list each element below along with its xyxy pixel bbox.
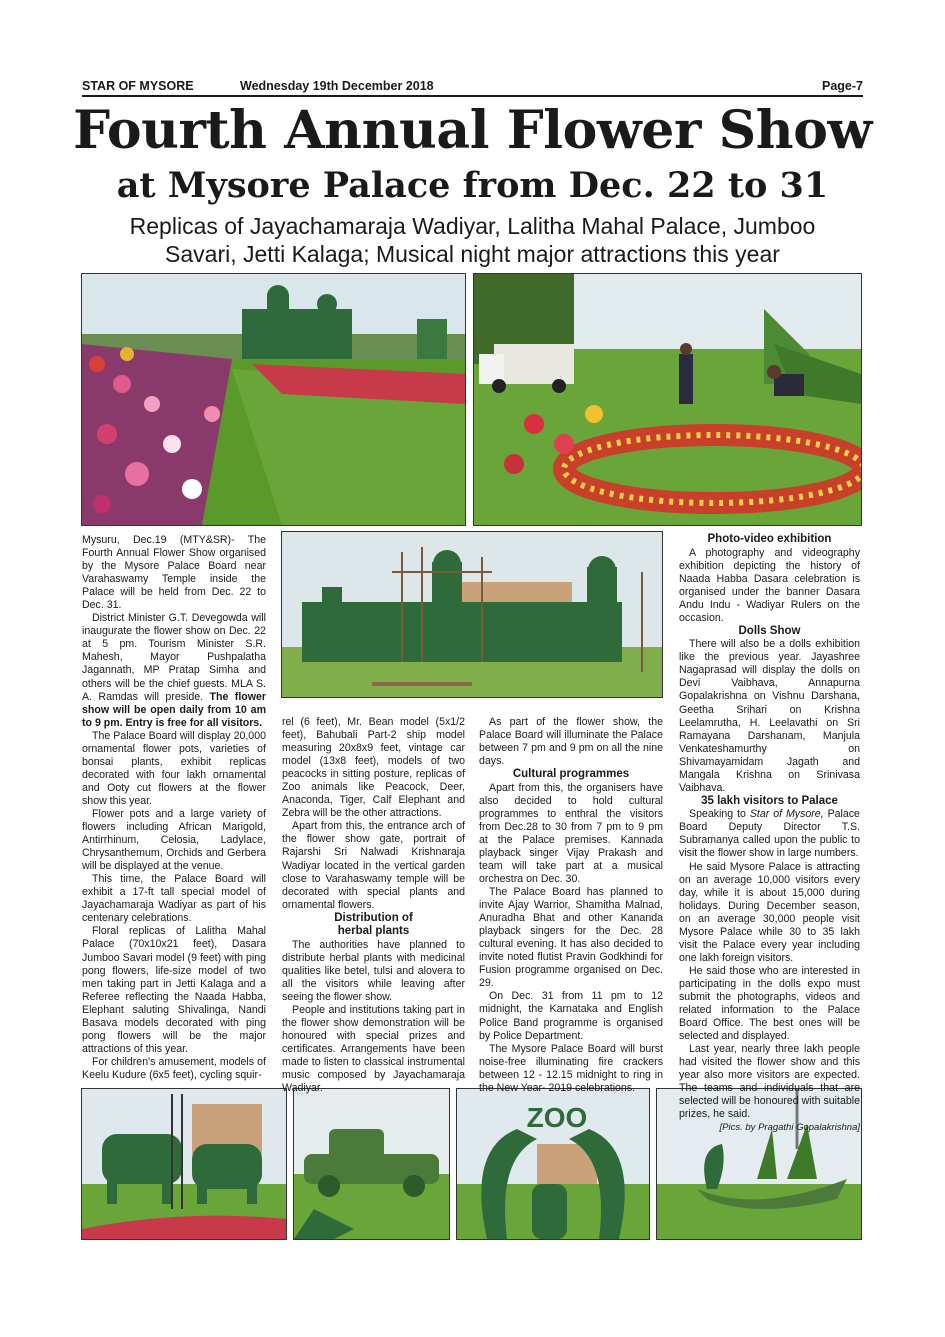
photo-palace-replica	[281, 531, 663, 698]
paragraph-text: Speaking to	[689, 808, 746, 821]
paragraph: rel (6 feet), Mr. Bean model (5x1/2 feet), Bahubali Part-2 ship model measuring 20x8x9 feet, vintage car model (13x8 feet), models of two peacocks in sitting posture, replicas of Zoo animals like Peacock, Deer, Anaconda, Tiger, Calf Elephant and Zebra will be the other attractions.	[282, 716, 465, 820]
photo-credit: [Pics. by Pragathi Gopalakrishna]	[719, 1122, 860, 1134]
photo-workers-arranging	[473, 273, 862, 526]
paragraph: This time, the Palace Board will exhibit a 17-ft tall special model of Jayachamaraja Wadiyar as part of his centenary celebrations.	[82, 873, 266, 925]
vintage-car-image	[294, 1089, 449, 1239]
zoo-arch-image	[457, 1089, 649, 1239]
zoo-sign: ZOO	[526, 1102, 588, 1133]
masthead	[82, 79, 863, 97]
subhead-line: herbal plants	[337, 925, 410, 938]
article-column-2	[282, 716, 465, 1095]
paragraph: The Palace Board will display 20,000 ornamental flower pots, varieties of bonsai plants, exhibit replicas decorated with four lakh ornamental and Ooty cut flowers at the flower show this year.	[82, 729, 266, 807]
paragraph	[82, 612, 266, 729]
subhead-line: Distribution of	[334, 911, 413, 924]
subhead-cultural: Cultural programmes	[512, 768, 630, 781]
deck-line-2: Savari, Jetti Kalaga; Musical night major attractions this year	[165, 241, 780, 267]
paragraph: For children's amusement, models of Keelu Kudure (6x5 feet), cycling squir-	[82, 1055, 266, 1081]
article-column-1	[82, 534, 266, 1082]
paragraph: Flower pots and a large variety of flowers including African Marigold, Antirrhinum, Celosia, Ladylace, Chrysanthemum, Orchids and Gerbera will be displayed at the venue.	[82, 807, 266, 873]
photo-elephant-topiary	[81, 1088, 287, 1240]
paragraph: People and institutions taking part in the flower show demonstration will be honoured with special prizes and certificates. Arrangements have been made to listen to classical instrumental music composed by Jayachamaraja Wadiyar.	[282, 1003, 465, 1095]
photo-vintage-car-topiary	[293, 1088, 450, 1240]
paragraph: The Palace Board has planned to invite Ajay Warrior, Shamitha Malnad, Anuradha Bhat and other Kananda playback singers for the Dec. 28 cultural evening. It has also decided to invite noted flutist Pravin Godkhindi for Fusion programme organised on Dec. 29.	[479, 886, 663, 990]
subhead-visitors: 35 lakh visitors to Palace	[701, 794, 838, 807]
article-column-3	[479, 716, 663, 1095]
paragraph: Mysuru, Dec.19 (MTY&SR)- The Fourth Annual Flower Show organised by the Mysore Palace Board near Varahaswamy Temple inside the Palace will be held from Dec. 22 to Dec. 31.	[82, 534, 266, 612]
photo-zoo-arch	[456, 1088, 650, 1240]
paragraph: He said Mysore Palace is attracting on an average 10,000 visitors every day, while it is about 15,000 during holidays. During December season, on an average 30,000 people visit Mysore Palace while 30 to 35 lakh visit the Palace every year including one lakh foreign visitors.	[679, 860, 860, 964]
issue-date: Wednesday 19th December 2018	[240, 79, 434, 93]
paragraph: As part of the flower show, the Palace Board will illuminate the Palace between 7 pm and 9 pm on all the nine days.	[479, 716, 663, 768]
flower-beds-image	[82, 274, 465, 525]
paragraph: Apart from this, the organisers have also decided to hold cultural programmes to enthral the visitors from Dec.28 to 30 from 7 pm to 9 pm at the Palace premises. Kannada playback singer Vijay Prakash and team will take part at a musical orchestra on Dec. 30.	[479, 781, 663, 886]
headline-second-line: at Mysore Palace from Dec. 22 to 31	[116, 165, 829, 206]
paragraph: A photography and videography exhibition depicting the history of Naada Habba Dasara celebration is organised under the banner Dasara Andu Indu - Wadiyar Rulers on the occasion.	[679, 546, 860, 624]
paragraph: He said those who are interested in participating in the dolls expo must submit the photographs, videos and related information to the Palace Board Office. The best ones will be selected and displayed.	[679, 964, 860, 1043]
deck	[60, 212, 885, 268]
photo-flower-beds	[81, 273, 466, 526]
paragraph-text: Palace Board Deputy Director T.S. Subramanya called upon the public to visit the flower show in large numbers.	[679, 808, 860, 860]
deck-line-1: Replicas of Jayachamaraja Wadiyar, Lalitha Mahal Palace, Jumboo	[129, 213, 816, 239]
article-column-4	[679, 533, 860, 1135]
paragraph	[679, 808, 860, 860]
headline: Fourth Annual Flower Show	[73, 100, 872, 161]
paragraph: The authorities have planned to distribute herbal plants with medicinal qualities like betel, tulsi and alovera to all the visitors while leaving after seeing the flower show.	[282, 938, 465, 1003]
elephant-topiary-image	[82, 1089, 286, 1239]
page-number: Page-7	[822, 79, 863, 93]
opening-hours-note: The flower show will be open daily from 10 am to 9 pm. Entry is free for all visitors.	[82, 690, 266, 729]
paragraph: The Mysore Palace Board will burst noise-free illuminating fire crackers between 12 - 12.15 midnight to ring in the New Year- 2019 celebrations.	[479, 1042, 663, 1094]
paragraph-text: District Minister G.T. Devegowda will inaugurate the flower show on Dec. 22 at 5 pm. Tourism Minister S.R. Mahesh, Mayor Pushpalatha Jagannath, MP Pratap Simha and others will be the chief guests. MLA S. A. Ramdas will preside.	[82, 612, 266, 703]
paragraph: Floral replicas of Lalitha Mahal Palace (70x10x21 feet), Dasara Jumboo Savari model (9 feet) with ping pong flowers, life-size model of two men taking part in Jetti Kalaga and a Referee reflecting the Naada Habba, Elephant saluting Shivalinga, Nandi Basava models decorated with ping pong flowers will be the major attractions of this year.	[82, 925, 266, 1055]
subhead-photo-video: Photo-video exhibition	[707, 533, 832, 545]
paper-name: STAR OF MYSORE	[82, 79, 194, 93]
subhead-herbal	[282, 912, 465, 939]
subhead-dolls: Dolls Show	[738, 624, 801, 637]
paragraph: There will also be a dolls exhibition like the previous year. Jayashree Nagaprasad will display the dolls on Devi Vaibhava, Annapurna Gopalakrishna on Vishnu Darshana, Geetha Srihari on Krishna Leelamrutha, H. Leelavathi on Sri Ramayana Darshanam, Manjula Venkateshamurthy on Shivamayamidam Jagath and Mangala Krishna on Srinivasa Vaibhava.	[679, 638, 860, 794]
newspaper-name: Star of Mysore,	[749, 808, 824, 821]
palace-replica-image	[282, 532, 662, 697]
paragraph: Apart from this, the entrance arch of the flower show gate, portrait of Rajarshi Sri Nalwadi Krishnaraja Wadiyar located in the vertical garden close to Varahaswamy temple will be decorated with special plants and ornamental flowers.	[282, 820, 465, 911]
workers-image	[474, 274, 861, 525]
paragraph: On Dec. 31 from 11 pm to 12 midnight, the Karnataka and English Police Band programme is organised by Police Department.	[479, 990, 663, 1042]
paragraph: Last year, nearly three lakh people had visited the flower show and this year also more visitors are expected. The teams and individuals that are selected will be honoured with suitable prizes, he said.	[679, 1043, 860, 1121]
